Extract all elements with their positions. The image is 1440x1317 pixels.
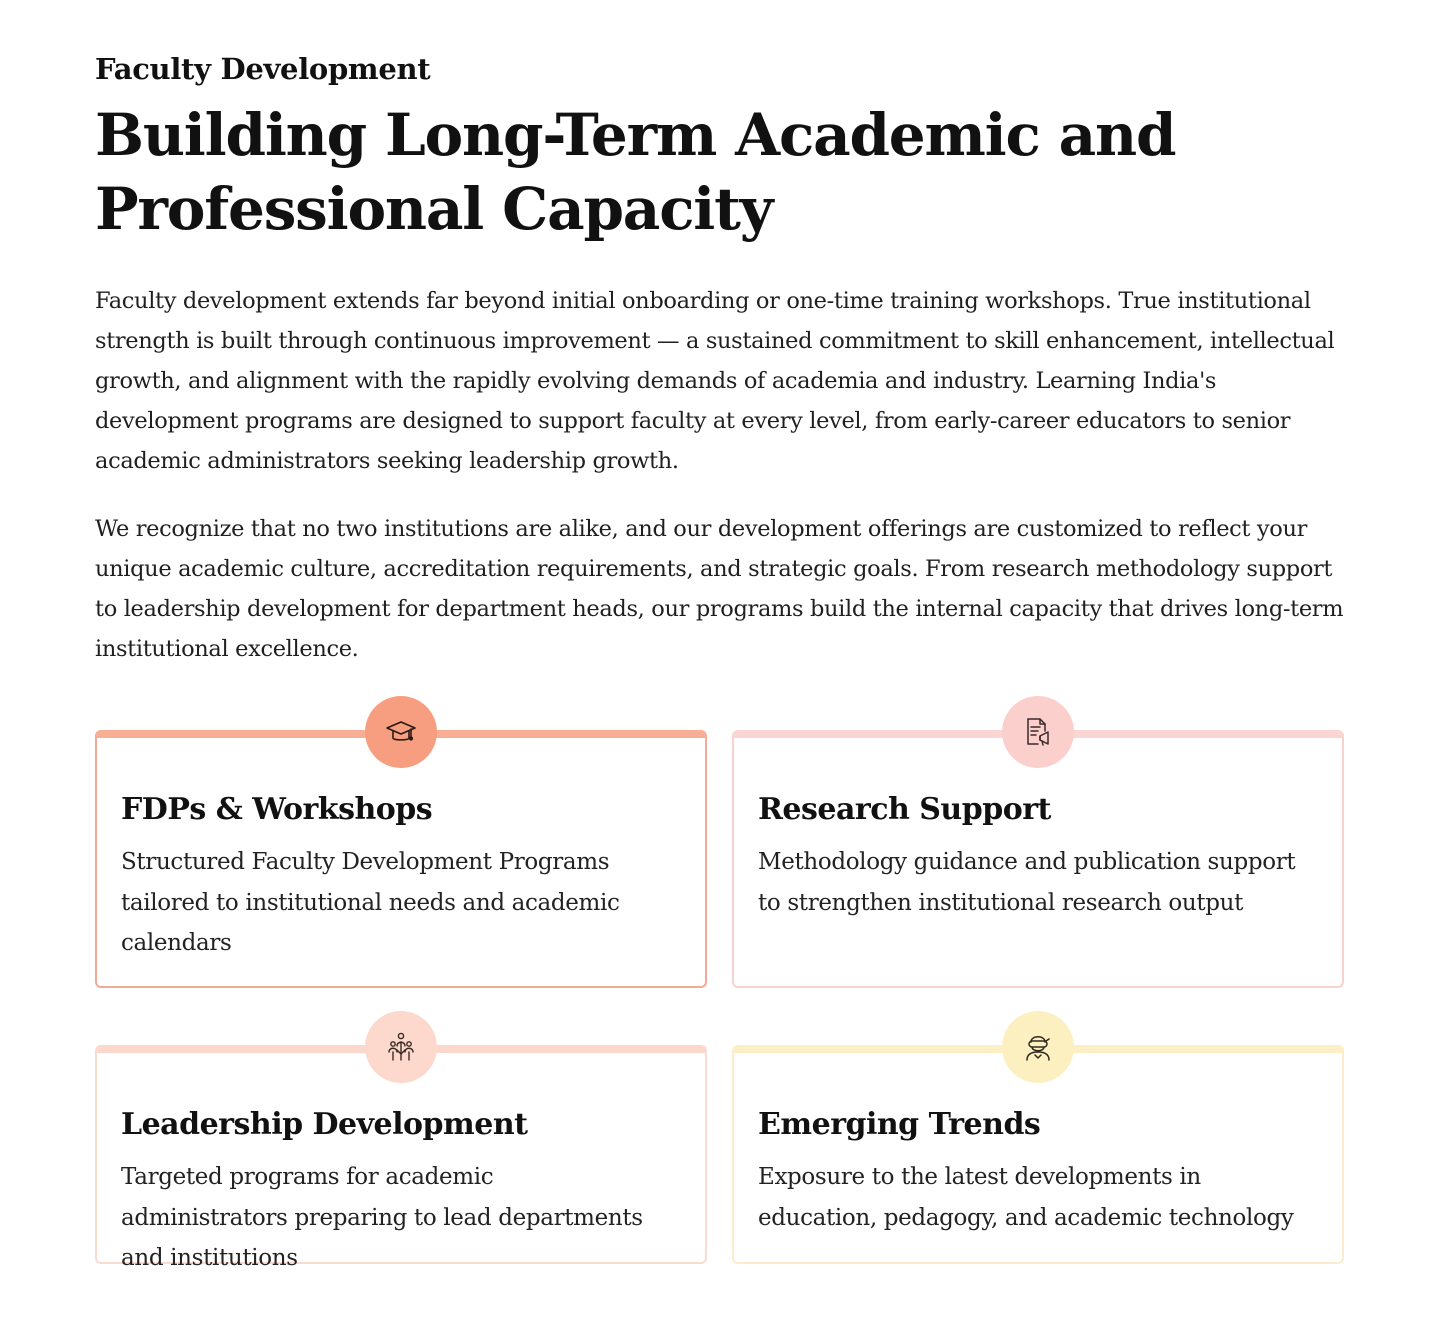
card-description: Structured Faculty Development Programs tailored to institutional needs and academic calendars: [121, 849, 620, 956]
card-icon-badge: [1002, 1011, 1074, 1083]
card-title: FDPs & Workshops: [121, 792, 433, 827]
feature-card-fdps-workshops: [95, 730, 707, 988]
page-title: Building Long-Term Academic and Professional Capacity: [95, 101, 1176, 243]
feature-card-research-support: [732, 730, 1344, 988]
card-description: Exposure to the latest developments in education, pedagogy, and academic technology: [758, 1164, 1294, 1231]
feature-card-leadership-development: [95, 1045, 707, 1271]
card-icon-badge: [365, 1011, 437, 1083]
vr-headset-person-icon: [1021, 1030, 1055, 1064]
card-description: Targeted programs for academic administrators preparing to lead departments and institutions: [121, 1164, 643, 1271]
document-megaphone-icon: [1021, 715, 1055, 749]
team-leader-icon: [384, 1030, 418, 1064]
card-title: Research Support: [758, 792, 1051, 827]
feature-card-emerging-trends: [732, 1045, 1344, 1264]
card-description: Methodology guidance and publication support to strengthen institutional research output: [758, 849, 1296, 916]
section-eyebrow: Faculty Development: [95, 52, 431, 86]
card-icon-badge: [365, 696, 437, 768]
card-title: Leadership Development: [121, 1107, 528, 1142]
card-title: Emerging Trends: [758, 1107, 1041, 1142]
graduation-cap-icon: [384, 715, 418, 749]
card-icon-badge: [1002, 696, 1074, 768]
intro-paragraph-2: We recognize that no two institutions are alike, and our development offerings are customized to reflect your unique academic culture, accreditation requirements, and strategic goals. From research methodology support to leadership development for department heads, our programs build the internal capacity that drives long-term institutional excellence.: [95, 516, 1344, 662]
intro-paragraph-1: Faculty development extends far beyond initial onboarding or one-time training workshops. True institutional strength is built through continuous improvement — a sustained commitment to skill enhancement, intellectual growth, and alignment with the rapidly evolving demands of academia and industry. Learning India's development programs are designed to support faculty at every level, from early-career educators to senior academic administrators seeking leadership growth.: [95, 288, 1335, 474]
